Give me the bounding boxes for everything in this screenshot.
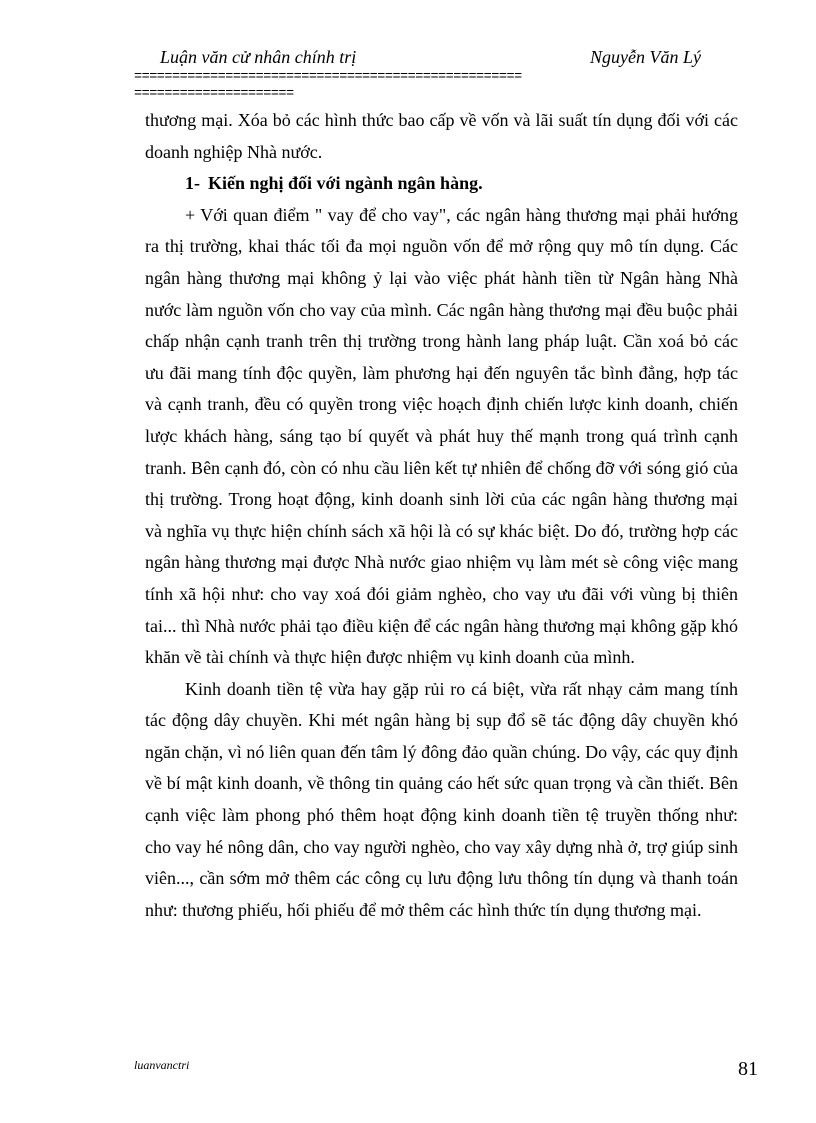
paragraph-continuation: thương mại. Xóa bỏ các hình thức bao cấp về vốn và lãi suất tín dụng đối với các doanh nghiệp Nhà nước.	[145, 110, 738, 162]
author-name: Nguyễn Văn Lý	[590, 47, 701, 67]
section-heading-number: 1-	[185, 173, 200, 194]
paragraph-2: Kinh doanh tiền tệ vừa hay gặp rủi ro cá biệt, vừa rất nhạy cảm mang tính tác động dây chuyền. Khi mét ngân hàng bị sụp đổ sẽ tác động dây chuyền khó ngăn chặn, vì nó liên quan đến tâm lý đông đảo quần chúng. Do vậy, các quy định về bí mật kinh doanh, về thông tin quảng cáo hết sức quan trọng và cần thiết. Bên cạnh việc làm phong phó thêm hoạt động kinh doanh tiền tệ truyền thống như: cho vay hé nông dân, cho vay người nghèo, cho vay xây dựng nhà ở, trợ giúp sinh viên..., cần sớm mở thêm các công cụ lưu động lưu thông tín dụng và thanh toán như: thương phiếu, hối phiếu để mở thêm các hình thức tín dụng thương mại.	[145, 678, 738, 920]
page-number: 81	[738, 1058, 758, 1080]
header-rule-line-2: =====================	[134, 87, 294, 102]
section-heading-text: Kiến nghị đối với ngành ngân hàng.	[208, 173, 483, 194]
paragraph-1: + Với quan điểm " vay để cho vay", các ngân hàng thương mại phải hướng ra thị trường, khai thác tối đa mọi nguồn vốn để mở rộng quy mô tín dụng. Các ngân hàng thương mại không ỷ lại vào việc phát hành tiền từ Ngân hàng Nhà nước làm nguồn vốn cho vay của mình. Các ngân hàng thương mại đều buộc phải chấp nhận cạnh tranh trên thị trường trong hành lang pháp luật. Cần xoá bỏ các ưu đãi mang tính độc quyền, làm phương hại đến nguyên tắc bình đẳng, hợp tác và cạnh tranh, đều có quyền trong việc hoạch định chiến lược kinh doanh, chiến lược khách hàng, sáng tạo bí quyết và phát huy thế mạnh trong quá trình cạnh tranh. Bên cạnh đó, còn có nhu cầu liên kết tự nhiên để chống đỡ với sóng gió của thị trường. Trong hoạt động, kinh doanh sinh lời của các ngân hàng thương mại và nghĩa vụ thực hiện chính sách xã hội là có sự khác biệt. Do đó, trường hợp các ngân hàng thương mại được Nhà nước giao nhiệm vụ làm mét sè công việc mang tính xã hội như: cho vay xoá đói giảm nghèo, cho vay ưu đãi với vùng bị thiên tai... thì Nhà nước phải tạo điều kiện để các ngân hàng thương mại không gặp khó khăn về tài chính và thực hiện được nhiệm vụ kinh doanh của mình.	[145, 204, 738, 668]
document-title: Luận văn cử nhân chính trị	[160, 47, 357, 67]
footer-label: luanvanctri	[134, 1058, 190, 1072]
page-body	[145, 105, 738, 926]
header-rule-line-1: ===================================================	[134, 70, 522, 85]
section-heading	[145, 168, 738, 200]
